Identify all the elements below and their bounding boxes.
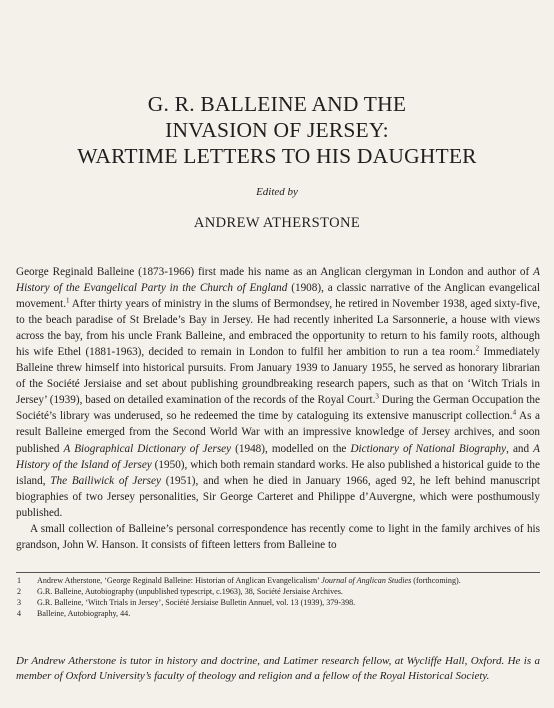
text-run: , and bbox=[506, 442, 534, 455]
book-title: The Bailiwick of Jersey bbox=[50, 474, 161, 487]
edited-by-label: Edited by bbox=[256, 186, 298, 198]
footnote-item bbox=[16, 586, 540, 597]
book-title: Dictionary of National Biography bbox=[350, 442, 507, 455]
footnote-number: 3 bbox=[17, 598, 22, 607]
paragraph-1 bbox=[16, 264, 540, 521]
footnote-text: Balleine, Autobiography, 44. bbox=[37, 609, 131, 618]
footnote-text: G.R. Balleine, Autobiography (unpublished typescript, c.1963), 38, Société Jersiaise Archives. bbox=[37, 587, 343, 596]
journal-title: Journal of Anglican Studies bbox=[321, 576, 412, 585]
footnote-number: 2 bbox=[17, 587, 22, 596]
author-note: Dr Andrew Atherstone is tutor in history and doctrine, and Latimer research fellow, at Wycliffe Hall, Oxford. He is a member of Oxford University’s faculty of theology and religion and a fellow of the Royal Historical Society. bbox=[16, 655, 540, 683]
footnote-text: Andrew Atherstone, ‘George Reginald Balleine: Historian of Anglican Evangelicalism’ bbox=[37, 576, 322, 585]
text-run: (1908), a classic narrative of the Anglican evangelical movement. bbox=[16, 282, 540, 311]
book-title: A History of the Evangelical Party in the Church of England bbox=[16, 266, 540, 295]
footnote-ref-3[interactable]: 3 bbox=[375, 392, 379, 401]
footnote-ref-2[interactable]: 2 bbox=[475, 344, 480, 353]
title-line: G. R. BALLEINE AND THE bbox=[147, 92, 407, 116]
title-line: INVASION OF JERSEY: bbox=[165, 118, 389, 142]
footnote-ref-4[interactable]: 4 bbox=[512, 408, 517, 417]
editor-name: ANDREW ATHERSTONE bbox=[193, 215, 361, 231]
text-run: George Reginald Balleine (1873-1966) first made his name as an Anglican clergyman in London and author of bbox=[16, 266, 534, 278]
footnote-item bbox=[16, 575, 540, 586]
footnote-item bbox=[16, 608, 540, 619]
footnotes-list bbox=[16, 575, 540, 619]
text-run: After thirty years of ministry in the slums of Bermondsey, he retired in November 1938, aged sixty-five, to the beach paradise of St Brelade’s Bay in Jersey. He had recently inherited La Sarsonnerie, a house with views across the bay, from his uncle Frank Balleine, and embraced the opportunity to return to his family roots, although his wife Ethel (1881-1963), decided to remain in London to fulfil her ambition to run a tea room. bbox=[16, 298, 540, 359]
text-run: (1950), which both remain standard works. He also published a historical guide to the island, bbox=[16, 458, 540, 487]
text-run: Immediately Balleine threw himself into historical pursuits. From January 1939 to January 1955, he served as honorary librarian of the Société Jersiaise and set about publishing groundbreaking research papers, such as that on ‘Witch Trials in Jersey’ (1939), based on detailed examination of the records of the Royal Court. bbox=[16, 346, 540, 407]
footnote-text: (forthcoming). bbox=[411, 576, 461, 585]
text-run: During the German Occupation the Société’s library was underused, so he redeemed the time by cataloguing its extensive manuscript collection. bbox=[16, 394, 540, 423]
article-title bbox=[20, 91, 534, 169]
footnote-number: 1 bbox=[17, 576, 22, 585]
footnote-text: G.R. Balleine, ‘Witch Trials in Jersey’, Société Jersiaise Bulletin Annuel, vol. 13 (1939), 379-398. bbox=[37, 598, 356, 607]
text-run: (1948), modelled on the bbox=[231, 442, 351, 455]
title-line: WARTIME LETTERS TO HIS DAUGHTER bbox=[77, 144, 477, 168]
footnote-ref-1[interactable]: 1 bbox=[66, 296, 70, 305]
book-title: A Biographical Dictionary of Jersey bbox=[63, 442, 232, 455]
article-body bbox=[16, 264, 540, 553]
book-title: A History of the Island of Jersey bbox=[16, 442, 540, 471]
footnote-number: 4 bbox=[17, 609, 22, 618]
footnote-divider bbox=[16, 572, 540, 573]
footnote-item bbox=[16, 597, 540, 608]
text-run: (1951), and when he died in January 1966, aged 92, he left behind manuscript biographies of two Jersey personalities, Sir George Carteret and Philippe d’Auvergne, which were posthumously published. bbox=[16, 474, 540, 519]
text-run: As a result Balleine emerged from the Second World War with an impressive knowledge of Jersey archives, and soon published bbox=[16, 410, 540, 455]
paragraph-2: A small collection of Balleine’s personal correspondence has recently come to light in the family archives of his grandson, John W. Hanson. It consists of fifteen letters from Balleine to bbox=[16, 522, 540, 551]
